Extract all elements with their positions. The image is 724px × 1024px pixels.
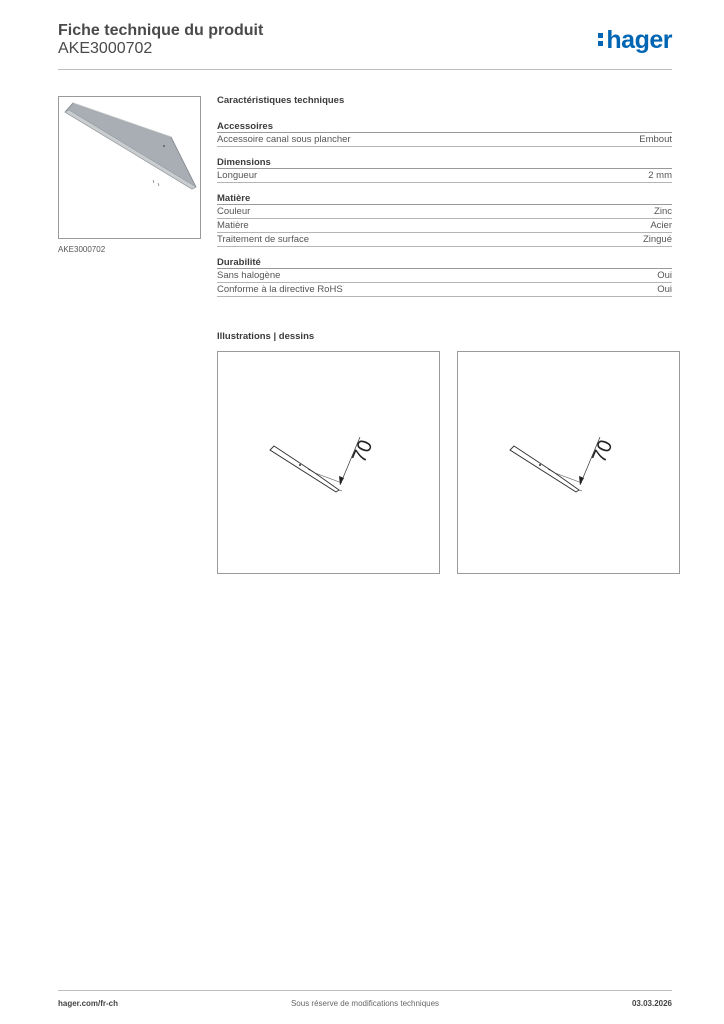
spec-label: Conforme à la directive RoHS (217, 284, 343, 295)
spec-value: 2 mm (648, 170, 672, 181)
specs-title: Caractéristiques techniques (217, 95, 345, 106)
footer-date: 03.03.2026 (631, 999, 672, 1008)
page-title: Fiche technique du produit (58, 22, 264, 39)
spec-label: Couleur (217, 206, 251, 217)
dimension-label: 70 (348, 436, 378, 466)
spec-row (217, 269, 672, 283)
end-cap-drawing-icon (218, 352, 439, 573)
spec-group-dimensions (217, 156, 672, 183)
technical-drawing-1 (217, 351, 440, 574)
footer-website: hager.com/fr-ch (58, 999, 119, 1008)
spec-value: Zingué (642, 234, 672, 245)
spec-group-durabilite (217, 256, 672, 297)
spec-row (217, 133, 672, 147)
spec-group-accessoires (217, 120, 672, 147)
spec-value: Oui (657, 270, 672, 281)
technical-drawing-2 (457, 351, 680, 574)
spec-row (217, 219, 672, 233)
hager-logo (598, 26, 672, 55)
spec-group-title: Dimensions (217, 156, 672, 169)
technical-specs (217, 96, 672, 306)
spec-label: Traitement de surface (217, 234, 310, 245)
spec-group-title: Matière (217, 192, 672, 205)
product-reference: AKE3000702 (58, 40, 153, 57)
spec-value: Acier (650, 220, 672, 231)
dimension-label: 70 (588, 436, 618, 466)
spec-row (217, 233, 672, 247)
spec-value: Oui (657, 284, 672, 295)
product-end-cap-icon (59, 97, 200, 238)
page-header (58, 22, 672, 70)
page-footer (58, 990, 672, 1014)
spec-value: Embout (639, 134, 672, 145)
spec-group-title: Durabilité (217, 256, 672, 269)
logo-dots-icon (598, 31, 604, 47)
spec-row (217, 169, 672, 183)
spec-row (217, 205, 672, 219)
spec-label: Longueur (217, 170, 258, 181)
spec-group-matiere (217, 192, 672, 247)
footer-notice: Sous réserve de modifications techniques (290, 999, 440, 1008)
end-cap-drawing-icon (458, 352, 679, 573)
product-image-caption: AKE3000702 (58, 245, 106, 254)
spec-label: Matière (217, 220, 249, 231)
spec-label: Sans halogène (217, 270, 281, 281)
product-image (58, 96, 201, 239)
spec-row (217, 283, 672, 297)
spec-label: Accessoire canal sous plancher (217, 134, 351, 145)
illustrations-title: Illustrations | dessins (217, 331, 315, 342)
spec-group-title: Accessoires (217, 120, 672, 133)
spec-value: Zinc (654, 206, 672, 217)
logo-text: hager (606, 26, 672, 54)
